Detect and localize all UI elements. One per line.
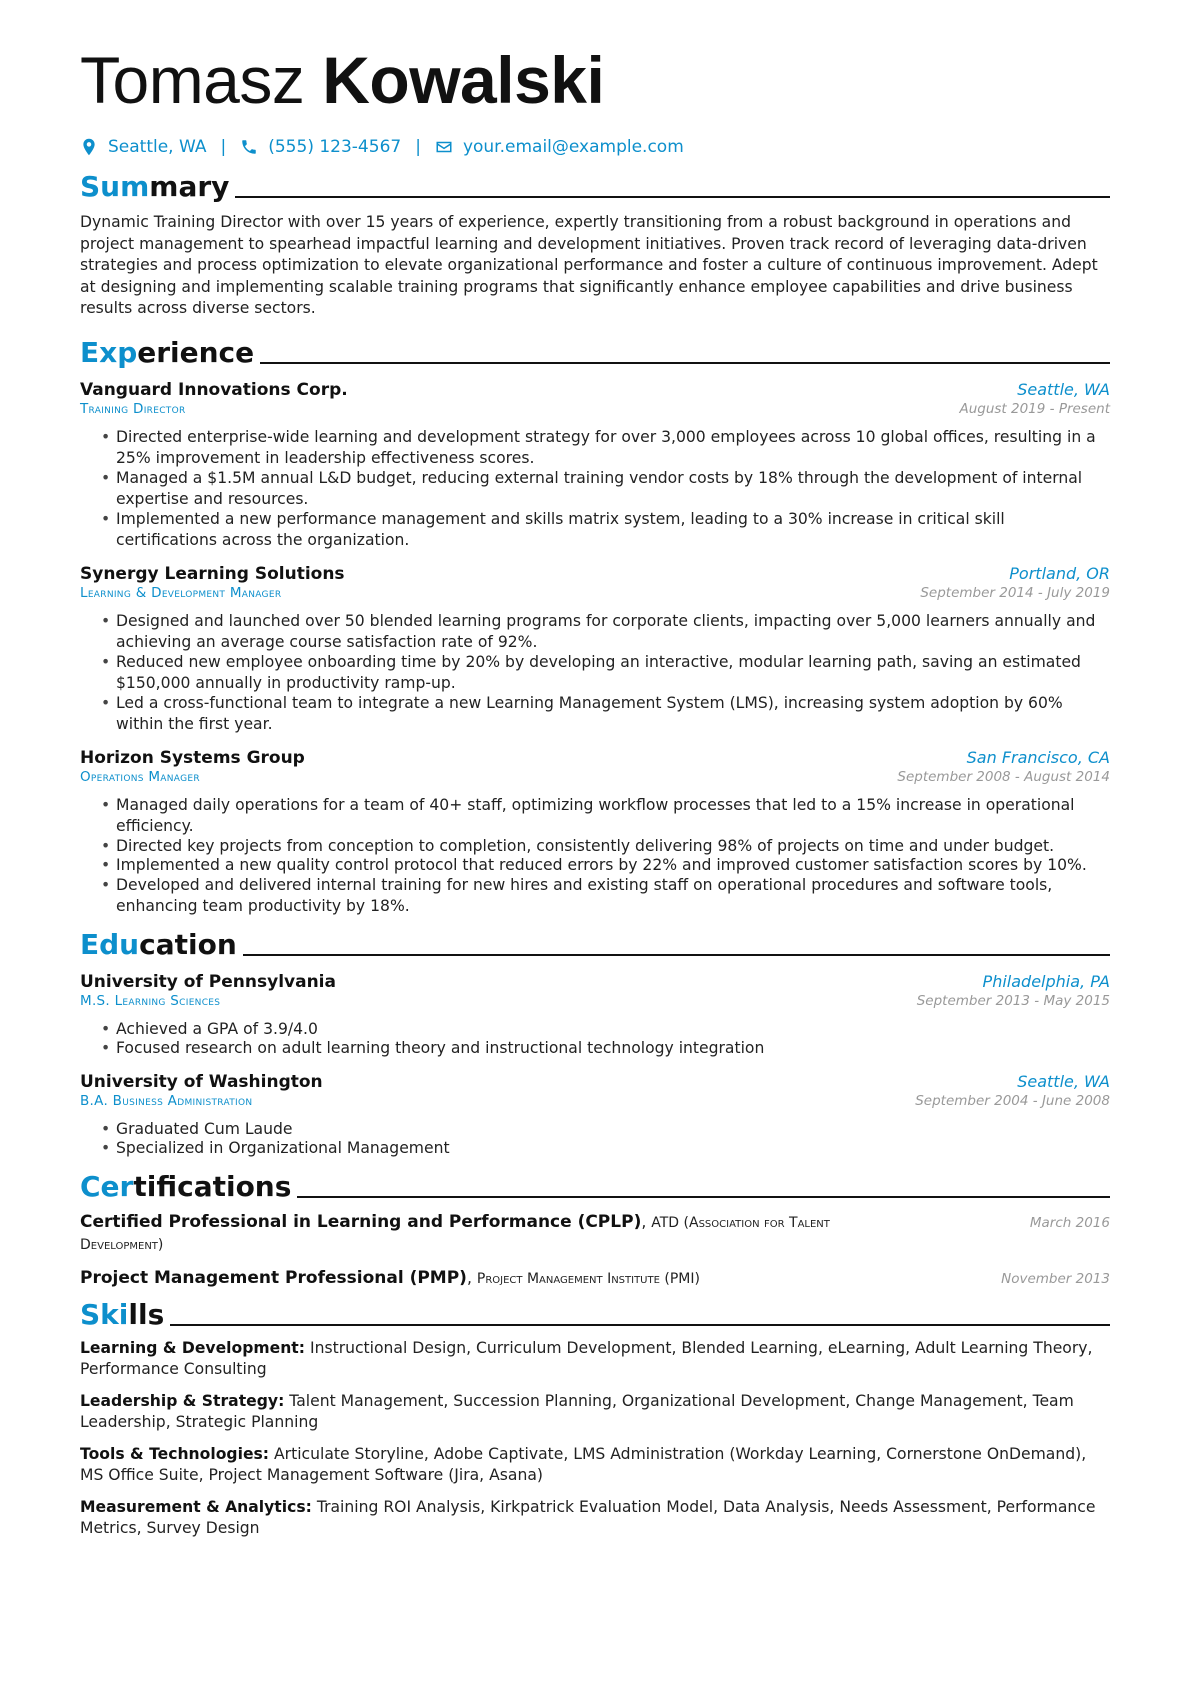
skill-list: Talent Management, Succession Planning, Organizational Development, Change Management, Team Leadership, Strategic Planning bbox=[80, 1391, 1074, 1431]
section-experience-heading bbox=[80, 334, 1110, 370]
section-title: Education bbox=[80, 927, 237, 961]
certification-name: Project Management Professional (PMP) bbox=[80, 1267, 467, 1288]
section-title: Skills bbox=[80, 1297, 165, 1331]
section-title: Summary bbox=[80, 170, 230, 203]
school-name: University of Washington bbox=[80, 1071, 323, 1092]
section-title: Certifications bbox=[80, 1169, 292, 1203]
section-divider bbox=[170, 1324, 1110, 1326]
experience-entry bbox=[80, 748, 1110, 918]
phone-icon bbox=[240, 138, 258, 156]
section-divider bbox=[297, 1196, 1110, 1198]
list-item: • Managed daily operations for a team of 40+ staff, optimizing workflow processes that led to a 15% increase in operational efficiency. bbox=[116, 795, 1110, 838]
achievement-list bbox=[80, 795, 1110, 918]
school-name: University of Pennsylvania bbox=[80, 971, 336, 992]
contact-email[interactable] bbox=[435, 137, 684, 157]
section-skills-heading bbox=[80, 1296, 1110, 1332]
job-location: Seattle, WA bbox=[1017, 379, 1110, 399]
contact-separator: | bbox=[220, 137, 227, 157]
skill-group bbox=[80, 1497, 1110, 1540]
employer-name: Synergy Learning Solutions bbox=[80, 563, 345, 584]
contact-bar bbox=[80, 134, 1110, 160]
section-divider bbox=[260, 362, 1110, 364]
job-title: Training Director bbox=[80, 400, 186, 417]
summary-paragraph: Dynamic Training Director with over 15 years of experience, expertly transitioning from a robust background in operations and project management to spearhead impactful learning and development initiatives. Proven track record of leveraging data-driven strategies and process optimization to elevate organizational performance and foster a culture of continuous improvement. Adept at designing and implementing scalable training programs that significantly enhance employee capabilities and drive business results across diverse sectors. bbox=[80, 213, 1098, 317]
skill-group bbox=[80, 1444, 1110, 1487]
skill-list: Instructional Design, Curriculum Development, Blended Learning, eLearning, Adult Learning Theory, Performance Consulting bbox=[80, 1338, 1093, 1378]
section-summary-heading bbox=[80, 168, 1110, 204]
employer-name: Horizon Systems Group bbox=[80, 747, 305, 768]
list-item: • Directed enterprise-wide learning and development strategy for over 3,000 employees across 10 global offices, resulting in a 25% improvement in leadership effectiveness scores. bbox=[116, 427, 1110, 470]
school-location: Seattle, WA bbox=[1017, 1071, 1110, 1091]
list-item: • Focused research on adult learning theory and instructional technology integration bbox=[116, 1038, 1110, 1060]
certification-name: Certified Professional in Learning and Performance (CPLP) bbox=[80, 1211, 642, 1232]
job-location: Portland, OR bbox=[1009, 563, 1110, 583]
certification-entry: Project Management Professional (PMP), Project Management Institute (PMI) November 2013 bbox=[80, 1267, 1110, 1288]
experience-entry bbox=[80, 380, 1110, 552]
certification-issuer: Project Management Institute (PMI) bbox=[476, 1270, 700, 1287]
list-item: • Directed key projects from conception to completion, consistently delivering 98% of projects on time and under budget. bbox=[116, 836, 1110, 858]
education-details bbox=[80, 1019, 1110, 1060]
skill-group bbox=[80, 1391, 1110, 1434]
section-divider bbox=[243, 954, 1110, 956]
job-dates: August 2019 - Present bbox=[959, 400, 1110, 417]
first-name: Tomasz bbox=[80, 43, 305, 117]
list-item: • Implemented a new quality control protocol that reduced errors by 22% and improved customer satisfaction scores by 10%. bbox=[116, 855, 1110, 877]
list-item: • Implemented a new performance management and skills matrix system, leading to a 30% increase in critical skill certifications across the organization. bbox=[116, 509, 1110, 552]
list-item: • Managed a $1.5M annual L&D budget, reducing external training vendor costs by 18% through the development of internal expertise and resources. bbox=[116, 468, 1110, 511]
certification-date: March 2016 bbox=[1029, 1214, 1110, 1231]
skill-list: Articulate Storyline, Adobe Captivate, LMS Administration (Workday Learning, Cornerstone OnDemand), MS Office Suite, Project Management Software (Jira, Asana) bbox=[80, 1444, 1087, 1484]
section-divider bbox=[235, 196, 1110, 198]
list-item: • Reduced new employee onboarding time by 20% by developing an interactive, modular learning path, saving an estimated $150,000 annually in productivity ramp-up. bbox=[116, 652, 1110, 695]
envelope-icon bbox=[435, 138, 453, 156]
education-entry bbox=[80, 1072, 1110, 1160]
degree: B.A. Business Administration bbox=[80, 1092, 253, 1109]
experience-entry bbox=[80, 564, 1110, 736]
certification-date: November 2013 bbox=[1001, 1270, 1110, 1287]
employer-name: Vanguard Innovations Corp. bbox=[80, 379, 348, 400]
skill-category: Tools & Technologies: bbox=[80, 1444, 270, 1463]
skill-list: Training ROI Analysis, Kirkpatrick Evaluation Model, Data Analysis, Needs Assessment, Performance Metrics, Survey Design bbox=[80, 1497, 1096, 1537]
email-link[interactable]: your.email@example.com bbox=[462, 137, 684, 157]
skill-category: Measurement & Analytics: bbox=[80, 1497, 312, 1516]
section-certifications-heading bbox=[80, 1168, 1110, 1204]
list-item: • Specialized in Organizational Management bbox=[116, 1138, 1110, 1160]
degree: M.S. Learning Sciences bbox=[80, 992, 221, 1009]
job-dates: September 2014 - July 2019 bbox=[920, 584, 1110, 601]
job-location: San Francisco, CA bbox=[966, 747, 1110, 767]
job-title: Learning & Development Manager bbox=[80, 584, 282, 601]
education-details bbox=[80, 1119, 1110, 1160]
achievement-list bbox=[80, 611, 1110, 736]
list-item: • Led a cross-functional team to integrate a new Learning Management System (LMS), increasing system adoption by 60% within the first year. bbox=[116, 693, 1110, 736]
education-entry bbox=[80, 972, 1110, 1060]
skill-category: Leadership & Strategy: bbox=[80, 1391, 285, 1410]
job-title: Operations Manager bbox=[80, 768, 200, 785]
achievement-list bbox=[80, 427, 1110, 552]
contact-location bbox=[80, 137, 207, 157]
section-title: Experience bbox=[80, 335, 255, 369]
school-dates: September 2004 - June 2008 bbox=[915, 1092, 1110, 1109]
location-text: Seattle, WA bbox=[108, 137, 207, 157]
map-pin-icon bbox=[80, 138, 98, 156]
school-location: Philadelphia, PA bbox=[982, 971, 1110, 991]
list-item: • Designed and launched over 50 blended learning programs for corporate clients, impacting over 5,000 learners annually and achieving an average course satisfaction rate of 92%. bbox=[116, 611, 1110, 654]
school-dates: September 2013 - May 2015 bbox=[916, 992, 1110, 1009]
job-dates: September 2008 - August 2014 bbox=[897, 768, 1110, 785]
contact-phone bbox=[240, 137, 401, 157]
certification-issuer: ATD (Association for Talent Development) bbox=[80, 1214, 830, 1253]
last-name: Kowalski bbox=[322, 43, 605, 117]
candidate-name bbox=[80, 40, 1110, 120]
certification-entry: Certified Professional in Learning and Performance (CPLP), ATD (Association for Talent Development) March 2016 bbox=[80, 1211, 1110, 1253]
list-item: • Achieved a GPA of 3.9/4.0 bbox=[116, 1019, 1110, 1041]
section-education-heading bbox=[80, 926, 1110, 962]
skill-group bbox=[80, 1338, 1110, 1381]
skill-category: Learning & Development: bbox=[80, 1338, 305, 1357]
list-item: • Developed and delivered internal training for new hires and existing staff on operational procedures and software tools, enhancing team productivity by 18%. bbox=[116, 875, 1110, 918]
list-item: • Graduated Cum Laude bbox=[116, 1119, 1110, 1141]
contact-separator: | bbox=[415, 137, 421, 157]
phone-text: (555) 123-4567 bbox=[268, 137, 402, 157]
